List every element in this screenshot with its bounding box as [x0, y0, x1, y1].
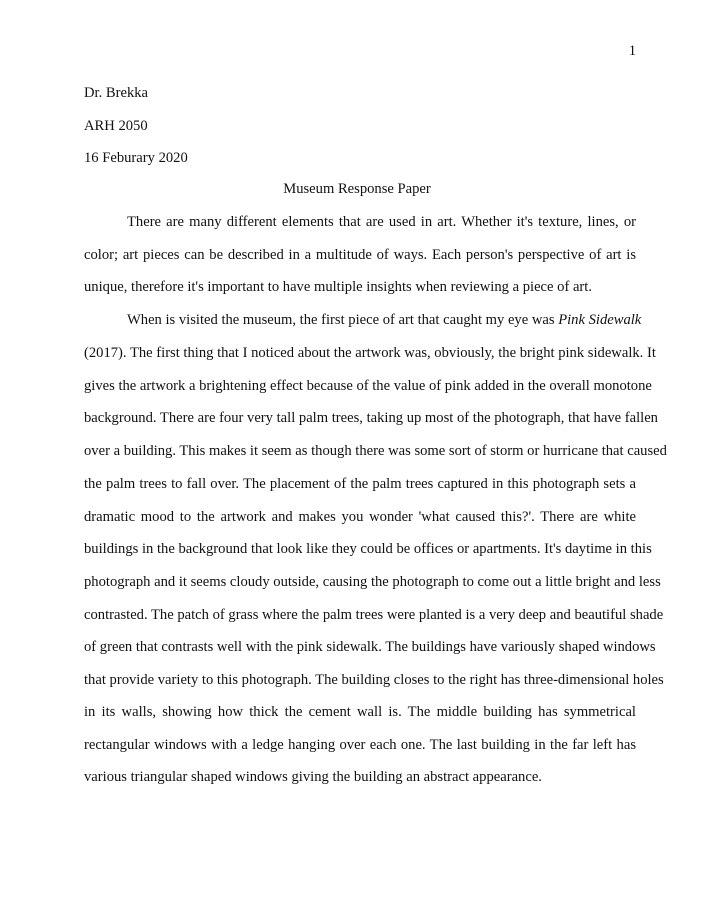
instructor-name: Dr. Brekka: [84, 85, 149, 101]
course-code: ARH 2050: [84, 118, 148, 134]
paper-date: 16 Feburary 2020: [84, 150, 188, 166]
paragraph-line: (2017). The first thing that I noticed about the artwork was, obviously, the bright pink sidewalk. It: [84, 345, 656, 361]
paragraph-line: over a building. This makes it seem as though there was some sort of storm or hurricane that caused: [84, 443, 667, 459]
paragraph-line: rectangular windows with a ledge hanging over each one. The last building in the far left has: [84, 737, 636, 753]
paragraph-line: unique, therefore it's important to have multiple insights when reviewing a piece of art.: [84, 279, 592, 295]
paragraph-text: When is visited the museum, the first piece of art that caught my eye was: [127, 312, 559, 328]
paragraph-line: buildings in the background that look like they could be offices or apartments. It's daytime in this: [84, 541, 652, 557]
artwork-title: Pink Sidewalk: [558, 312, 642, 328]
paragraph-line: background. There are four very tall palm trees, taking up most of the photograph, that have fallen: [84, 410, 658, 426]
paragraph-first-line: [127, 311, 642, 329]
paragraph-line: There are many different elements that are used in art. Whether it's texture, lines, or: [127, 214, 636, 230]
paragraph-line: that provide variety to this photograph. The building closes to the right has three-dimensional holes: [84, 672, 664, 688]
paragraph-line: color; art pieces can be described in a multitude of ways. Each person's perspective of art is: [84, 247, 636, 263]
paragraph-line: the palm trees to fall over. The placement of the palm trees captured in this photograph sets a: [84, 476, 636, 492]
paragraph-line: gives the artwork a brightening effect because of the value of pink added in the overall monotone: [84, 378, 652, 394]
paragraph-line: photograph and it seems cloudy outside, causing the photograph to come out a little bright and less: [84, 574, 661, 590]
paragraph-line: contrasted. The patch of grass where the palm trees were planted is a very deep and beautiful shade: [84, 607, 664, 623]
paragraph-line: in its walls, showing how thick the cement wall is. The middle building has symmetrical: [84, 704, 636, 720]
paper-title: Museum Response Paper: [283, 181, 431, 197]
paragraph-line: dramatic mood to the artwork and makes you wonder 'what caused this?'. There are white: [84, 509, 636, 525]
paragraph-line: various triangular shaped windows giving the building an abstract appearance.: [84, 769, 542, 785]
page-number: 1: [628, 43, 636, 59]
paragraph-line: of green that contrasts well with the pink sidewalk. The buildings have variously shaped windows: [84, 639, 656, 655]
